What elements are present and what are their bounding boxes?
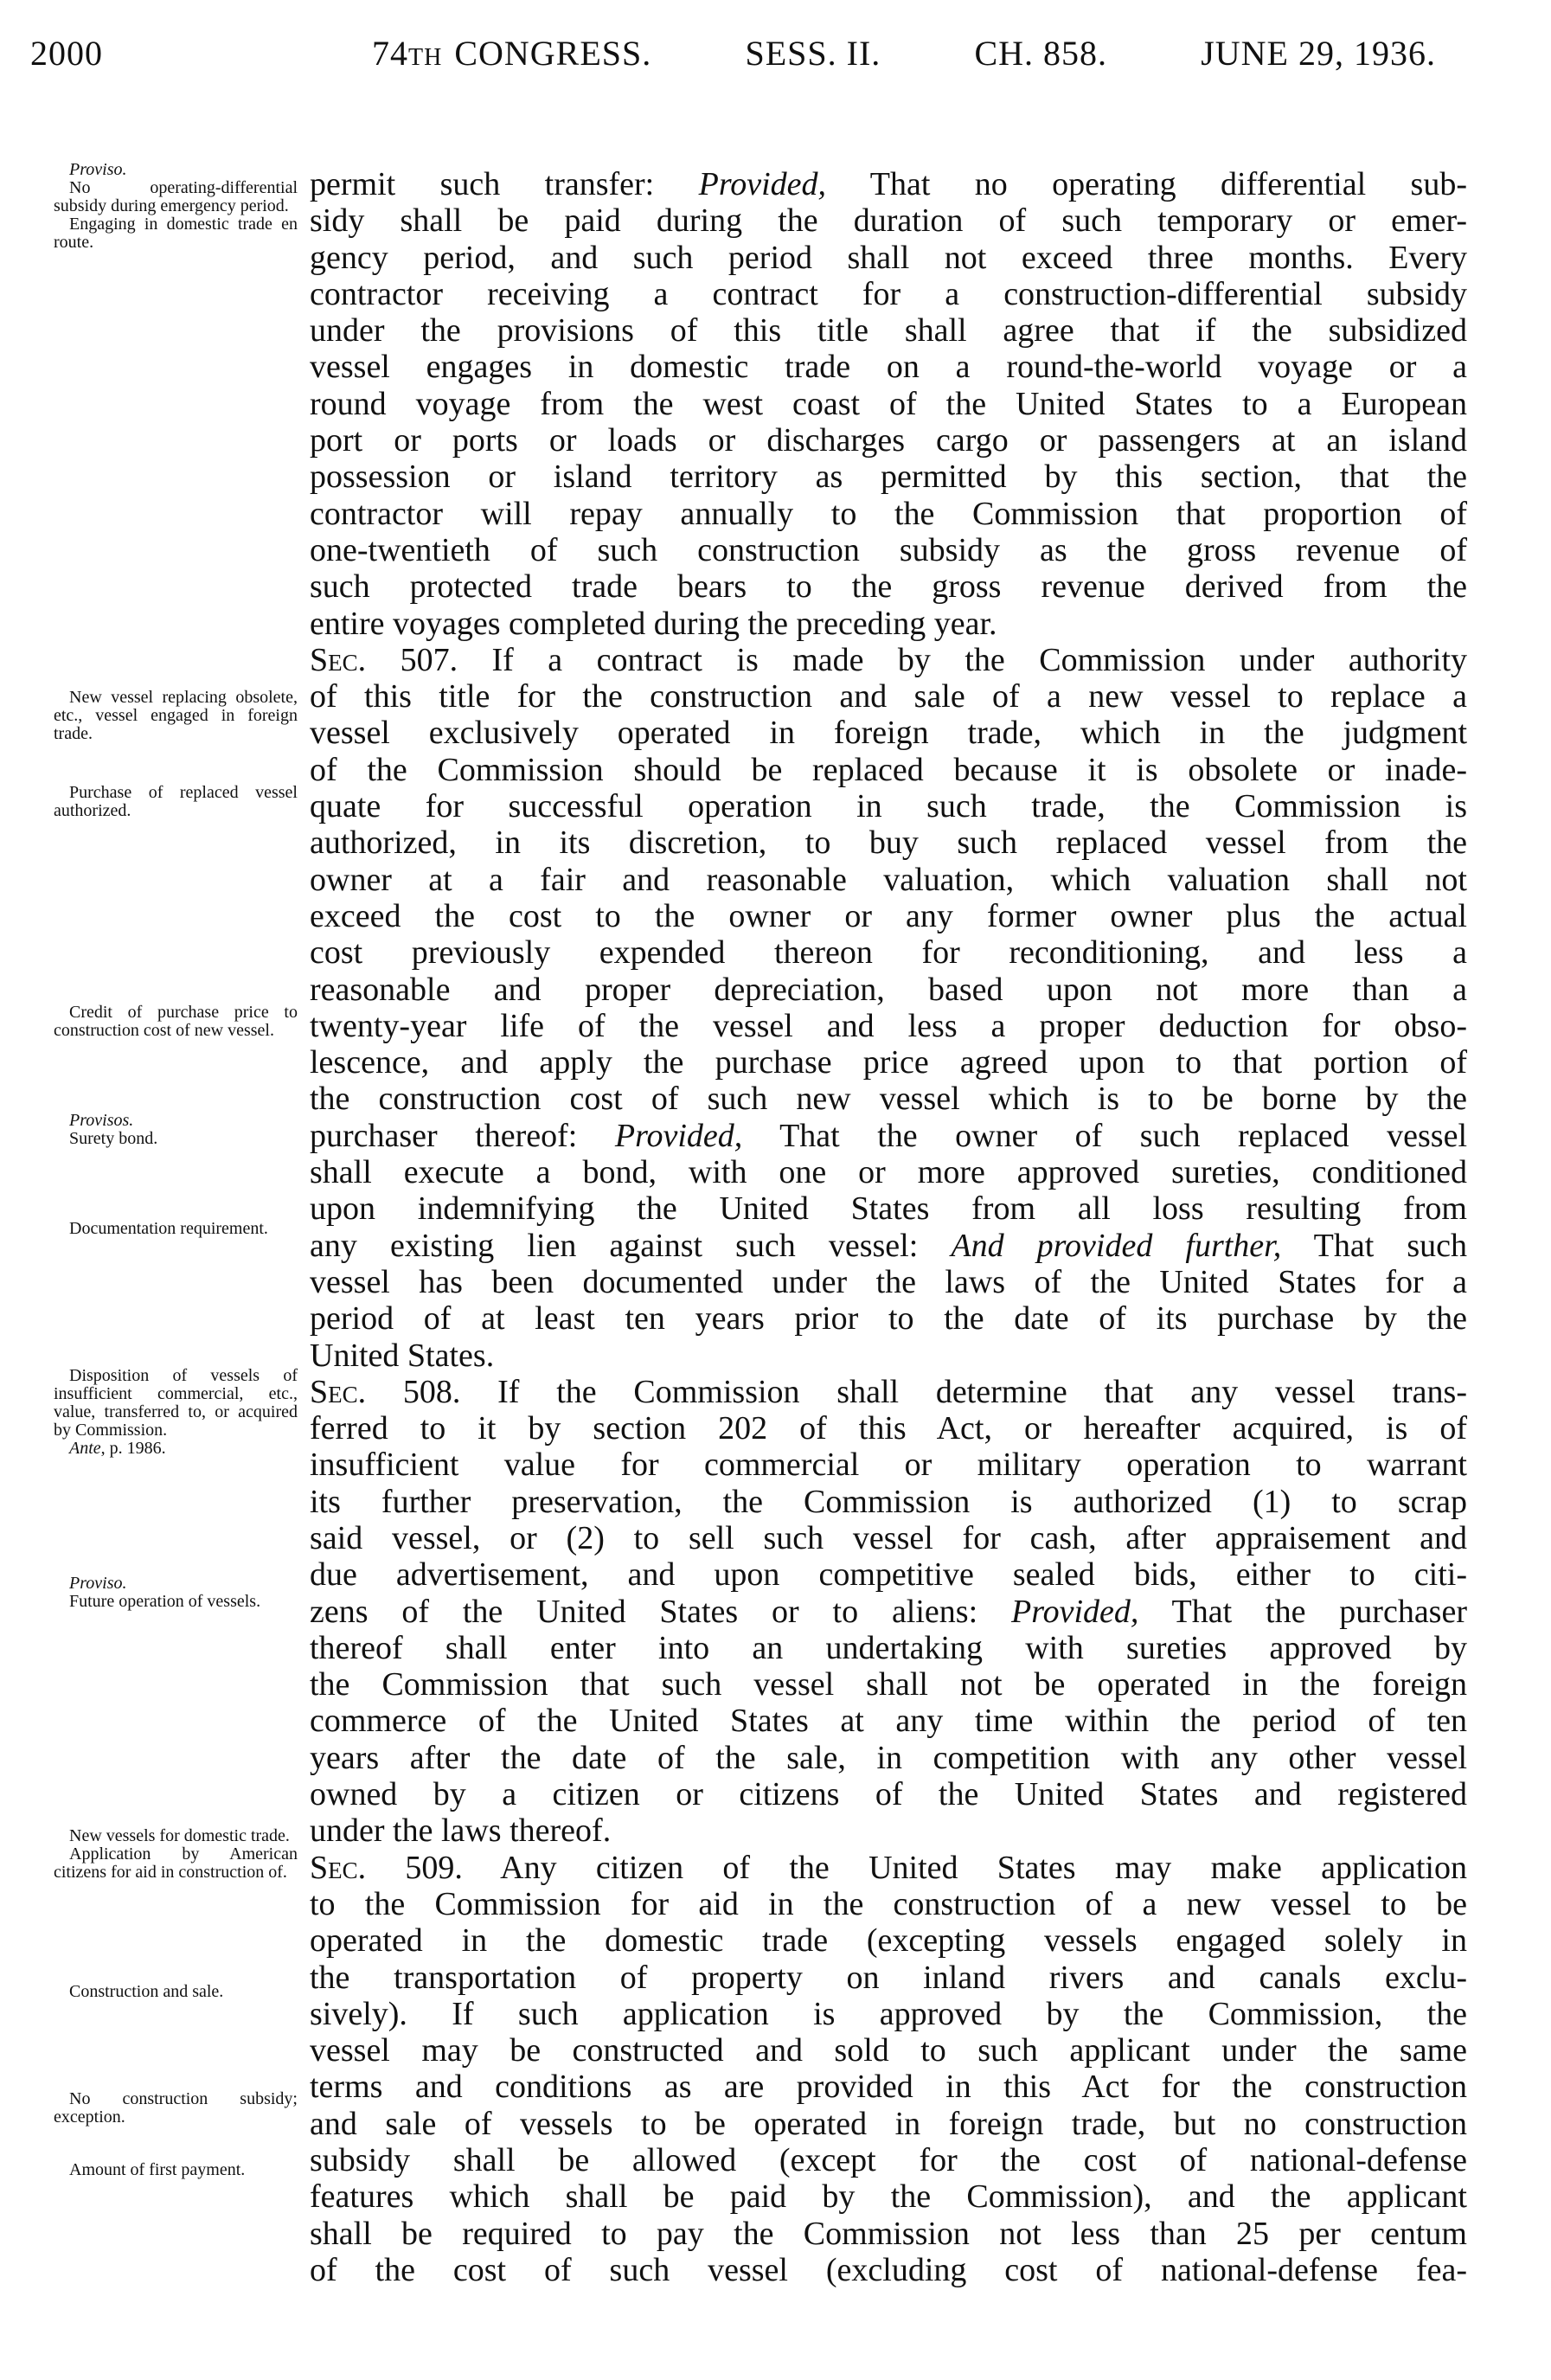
body-line: Sec. 509. Any citizen of the United States may make application <box>310 1849 1467 1886</box>
margin-note-line: Future operation of vessels. <box>69 1592 261 1611</box>
running-head-part: CONGRESS. <box>454 34 652 73</box>
body-line: gency period, and such period shall not exceed three months. Every <box>310 239 1467 276</box>
body-line: subsidy shall be allowed (except for the cost of national-defense <box>310 2142 1467 2179</box>
body-line: contractor receiving a contract for a construction-differential subsidy <box>310 275 1467 312</box>
body-line: zens of the United States or to aliens: Provided, That the purchaser <box>310 1593 1467 1630</box>
body-line: years after the date of the sale, in competition with any other vessel <box>310 1739 1467 1776</box>
body-line: Sec. 508. If the Commission shall determine that any vessel trans- <box>310 1373 1467 1410</box>
body-line: due advertisement, and upon competitive sealed bids, either to citi- <box>310 1556 1467 1594</box>
margin-note <box>54 1112 298 1148</box>
body-line: ferred to it by section 202 of this Act, or hereafter acquired, is of <box>310 1410 1467 1447</box>
body-line: upon indemnifying the United States from all loss resulting from <box>310 1190 1467 1228</box>
body-line: vessel engages in domestic trade on a round-the-world voyage or a <box>310 349 1467 386</box>
running-head-part: SESS. II. <box>745 34 881 73</box>
margin-note-line: Proviso. <box>69 160 127 179</box>
italic-term: And provided further, <box>951 1227 1282 1264</box>
body-line: of the cost of such vessel (excluding cost of national-defense fea- <box>310 2251 1467 2288</box>
body-line: shall execute a bond, with one or more approved sureties, conditioned <box>310 1154 1467 1191</box>
body-line: port or ports or loads or discharges cargo or passengers at an island <box>310 422 1467 459</box>
body-line: vessel has been documented under the laws of the United States for a <box>310 1263 1467 1300</box>
body-line: said vessel, or (2) to sell such vessel for cash, after appraisement and <box>310 1519 1467 1556</box>
body-line: under the provisions of this title shall agree that if the subsidized <box>310 312 1467 350</box>
section-label: Sec. <box>310 641 367 678</box>
body-line: entire voyages completed during the preceding year. <box>310 605 997 642</box>
body-line: vessel may be constructed and sold to such applicant under the same <box>310 2032 1467 2069</box>
body-line: contractor will repay annually to the Commission that proportion of <box>310 495 1467 532</box>
margin-note-line: Provisos. <box>69 1111 134 1130</box>
body-line: the construction cost of such new vessel which is to be borne by the <box>310 1081 1467 1118</box>
body-line: shall be required to pay the Commission not less than 25 per centum <box>310 2215 1467 2252</box>
italic-term: Provided, <box>614 1117 743 1154</box>
body-line: the Commission that such vessel shall not be operated in the foreign <box>310 1666 1467 1703</box>
body-line: commerce of the United States at any time within the period of ten <box>310 1703 1467 1740</box>
body-line: possession or island territory as permitted by this section, that the <box>310 459 1467 496</box>
body-line: twenty-year life of the vessel and less a proper deduction for obso- <box>310 1007 1467 1044</box>
page-number: 2000 <box>30 34 103 73</box>
margin-note-line: Proviso. <box>69 1574 127 1593</box>
body-line: cost previously expended thereon for reconditioning, and less a <box>310 934 1467 972</box>
body-line: and sale of vessels to be operated in foreign trade, but no construction <box>310 2105 1467 2142</box>
body-line: sidy shall be paid during the duration of such temporary or emer- <box>310 202 1467 240</box>
body-line: operated in the domestic trade (excepting vessels engaged solely in <box>310 1922 1467 1960</box>
body-line: features which shall be paid by the Commission), and the applicant <box>310 2178 1467 2216</box>
body-line: such protected trade bears to the gross revenue derived from the <box>310 568 1467 606</box>
section-label: Sec. <box>310 1849 367 1886</box>
margin-note-line: Amount of first payment. <box>69 2160 246 2179</box>
body-line: lescence, and apply the purchase price agreed upon to that portion of <box>310 1044 1467 1081</box>
body-line: of this title for the construction and sale of a new vessel to replace a <box>310 678 1467 715</box>
margin-note-line: No operating-differential subsidy during emergency period. <box>54 178 298 215</box>
margin-note-line: No construction subsidy; exception. <box>54 2089 298 2127</box>
margin-note <box>54 1983 298 2001</box>
body-line: of the Commission should be replaced because it is obsolete or inade- <box>310 751 1467 788</box>
body-text <box>310 166 1467 2288</box>
body-line: purchaser thereof: Provided, That the owner of such replaced vessel <box>310 1117 1468 1154</box>
body-line: owned by a citizen or citizens of the United States and registered <box>310 1776 1467 1813</box>
margin-note <box>54 1575 298 1611</box>
running-head-part: JUNE 29, 1936. <box>1201 34 1436 73</box>
body-line: quate for successful operation in such trade, the Commission is <box>310 788 1467 825</box>
margin-note-line: Purchase of replaced vessel authorized. <box>54 783 298 820</box>
body-line: to the Commission for aid in the construction of a new vessel to be <box>310 1885 1467 1922</box>
body-line: the transportation of property on inland rivers and canals exclu- <box>310 1959 1467 1996</box>
body-line: round voyage from the west coast of the United States to a European <box>310 385 1467 422</box>
italic-term: Provided, <box>698 166 827 202</box>
margin-note <box>54 2161 298 2179</box>
body-line: one-twentieth of such construction subsidy as the gross revenue of <box>310 531 1467 568</box>
congress-number: 74 <box>372 34 408 73</box>
running-head-part: CH. 858. <box>974 34 1108 73</box>
margin-note-line: Construction and sale. <box>69 1982 224 2001</box>
body-line: sively). If such application is approved by the Commission, the <box>310 1995 1467 2032</box>
margin-note-line: New vessels for domestic trade. <box>69 1826 290 1845</box>
margin-note-line: Application by American citizens for aid in construction of. <box>54 1844 298 1882</box>
body-line: insufficient value for commercial or military operation to warrant <box>310 1447 1467 1484</box>
running-head <box>372 33 1436 74</box>
margin-note <box>54 784 298 820</box>
margin-note <box>54 1220 298 1238</box>
body-line: terms and conditions as are provided in this Act for the construction <box>310 2069 1467 2106</box>
margin-note-line: Documentation requirement. <box>69 1219 268 1238</box>
body-line: Sec. 507. If a contract is made by the Commission under authority <box>310 641 1467 678</box>
body-line: period of at least ten years prior to the date of its purchase by the <box>310 1300 1467 1338</box>
margin-note-line: Engaging in domestic trade en route. <box>54 215 298 252</box>
margin-note-line: Disposition of vessels of insufficient commercial, etc., value, transferred to, or acquired by Commission. <box>54 1366 298 1440</box>
margin-note <box>54 1004 298 1040</box>
margin-note <box>54 1827 298 1882</box>
body-line: United States. <box>310 1337 495 1374</box>
section-label: Sec. <box>310 1373 367 1410</box>
margin-note <box>54 1367 298 1458</box>
body-line: exceed the cost to the owner or any former owner plus the actual <box>310 897 1467 934</box>
margin-note <box>54 161 298 252</box>
margin-note-line: Credit of purchase price to construction cost of new vessel. <box>54 1003 298 1040</box>
italic-term: Provided, <box>1010 1593 1139 1630</box>
body-line: any existing lien against such vessel: And provided further, That such <box>310 1227 1468 1264</box>
body-line: owner at a fair and reasonable valuation, which valuation shall not <box>310 861 1467 898</box>
body-line: thereof shall enter into an undertaking with sureties approved by <box>310 1629 1467 1666</box>
body-line: authorized, in its discretion, to buy such replaced vessel from the <box>310 824 1467 862</box>
body-line: under the laws thereof. <box>310 1812 612 1850</box>
body-line: permit such transfer: Provided, That no operating differential sub- <box>310 166 1468 202</box>
congress-suffix: TH <box>408 44 443 71</box>
margin-note-line: New vessel replacing obsolete, etc., vessel engaged in foreign trade. <box>54 688 298 743</box>
margin-note <box>54 2090 298 2127</box>
margin-note-line: Ante, p. 1986. <box>69 1439 166 1458</box>
body-line: its further preservation, the Commission is authorized (1) to scrap <box>310 1483 1467 1520</box>
body-line: reasonable and proper depreciation, based upon not more than a <box>310 971 1467 1008</box>
running-head-text <box>454 33 1436 74</box>
margin-note <box>54 689 298 743</box>
margin-note-line: Surety bond. <box>69 1129 158 1148</box>
body-line: vessel exclusively operated in foreign trade, which in the judgment <box>310 715 1467 752</box>
